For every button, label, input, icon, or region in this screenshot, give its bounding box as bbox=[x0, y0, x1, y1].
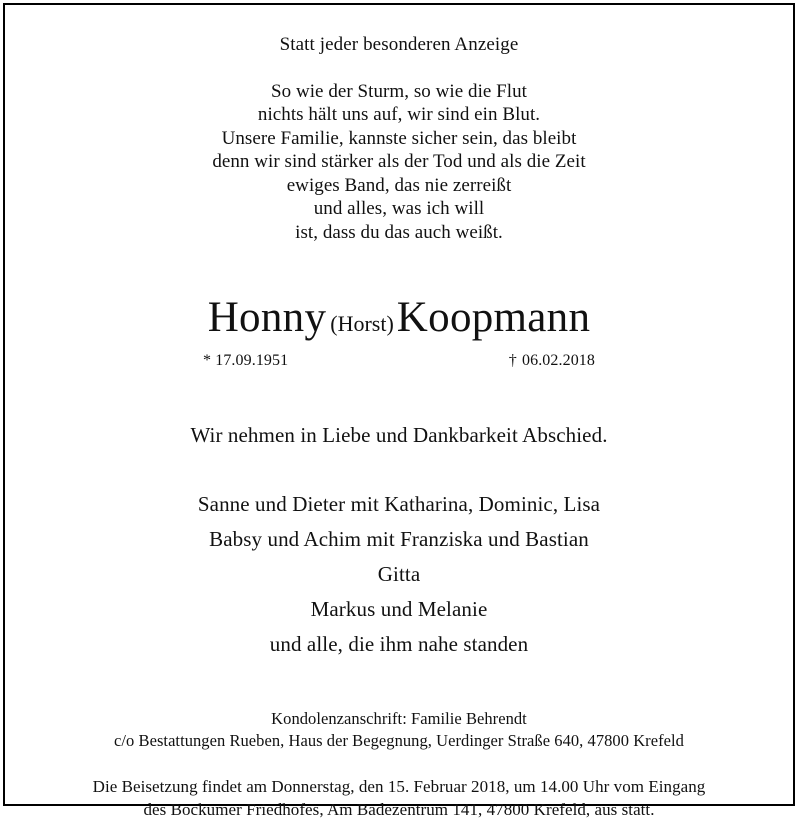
poem-line: So wie der Sturm, so wie die Flut bbox=[270, 80, 528, 102]
poem-line: nichts hält uns auf, wir sind ein Blut. bbox=[257, 104, 541, 126]
poem-line: Unsere Familie, kannste sicher sein, das bleibt bbox=[221, 127, 577, 149]
deceased-last-name: Koopmann bbox=[396, 294, 591, 342]
survivors-block bbox=[33, 487, 765, 662]
deceased-name bbox=[33, 295, 765, 340]
funeral-line: Die Beisetzung findet am Donnerstag, den 15. Februar 2018, um 14.00 Uhr vom Eingang bbox=[92, 776, 706, 796]
funeral-details-block bbox=[33, 775, 765, 821]
condolence-line: c/o Bestattungen Rueben, Haus der Begegnung, Uerdinger Straße 640, 47800 Krefeld bbox=[114, 730, 684, 750]
survivor-line: Sanne und Dieter mit Katharina, Dominic, Lisa bbox=[197, 491, 601, 516]
birth-star-icon: * bbox=[203, 352, 212, 370]
birth-date-value: 17.09.1951 bbox=[215, 352, 289, 370]
survivor-line: Markus und Melanie bbox=[310, 596, 488, 621]
death-cross-icon: † bbox=[508, 352, 517, 370]
survivor-line: Gitta bbox=[377, 561, 421, 586]
farewell-line: Wir nehmen in Liebe und Dankbarkeit Abschied. bbox=[190, 423, 608, 448]
obituary-notice-frame bbox=[3, 3, 795, 819]
poem-block bbox=[33, 80, 765, 245]
survivor-line: Babsy und Achim mit Franziska und Bastian bbox=[209, 526, 589, 551]
death-date bbox=[509, 352, 595, 370]
deceased-nickname: (Horst) bbox=[330, 311, 394, 337]
funeral-line: des Bockumer Friedhofes, Am Badezentrum 141, 47800 Krefeld, aus statt. bbox=[143, 799, 655, 819]
survivor-line: und alle, die ihm nahe standen bbox=[269, 631, 529, 656]
condolence-block bbox=[33, 708, 765, 752]
death-date-value: 06.02.2018 bbox=[522, 352, 595, 370]
poem-line: und alles, was ich will bbox=[313, 198, 485, 220]
intro-line: Statt jeder besonderen Anzeige bbox=[279, 34, 519, 55]
deceased-name-block bbox=[33, 295, 765, 340]
life-dates bbox=[33, 352, 765, 370]
condolence-line: Kondolenzanschrift: Familie Behrendt bbox=[271, 708, 527, 728]
birth-date bbox=[203, 352, 288, 370]
poem-line: ewiges Band, das nie zerreißt bbox=[286, 174, 512, 196]
obituary-content bbox=[5, 33, 793, 832]
poem-line: ist, dass du das auch weißt. bbox=[295, 221, 503, 243]
deceased-first-name: Honny bbox=[207, 294, 327, 342]
poem-line: denn wir sind stärker als der Tod und als die Zeit bbox=[212, 151, 586, 173]
